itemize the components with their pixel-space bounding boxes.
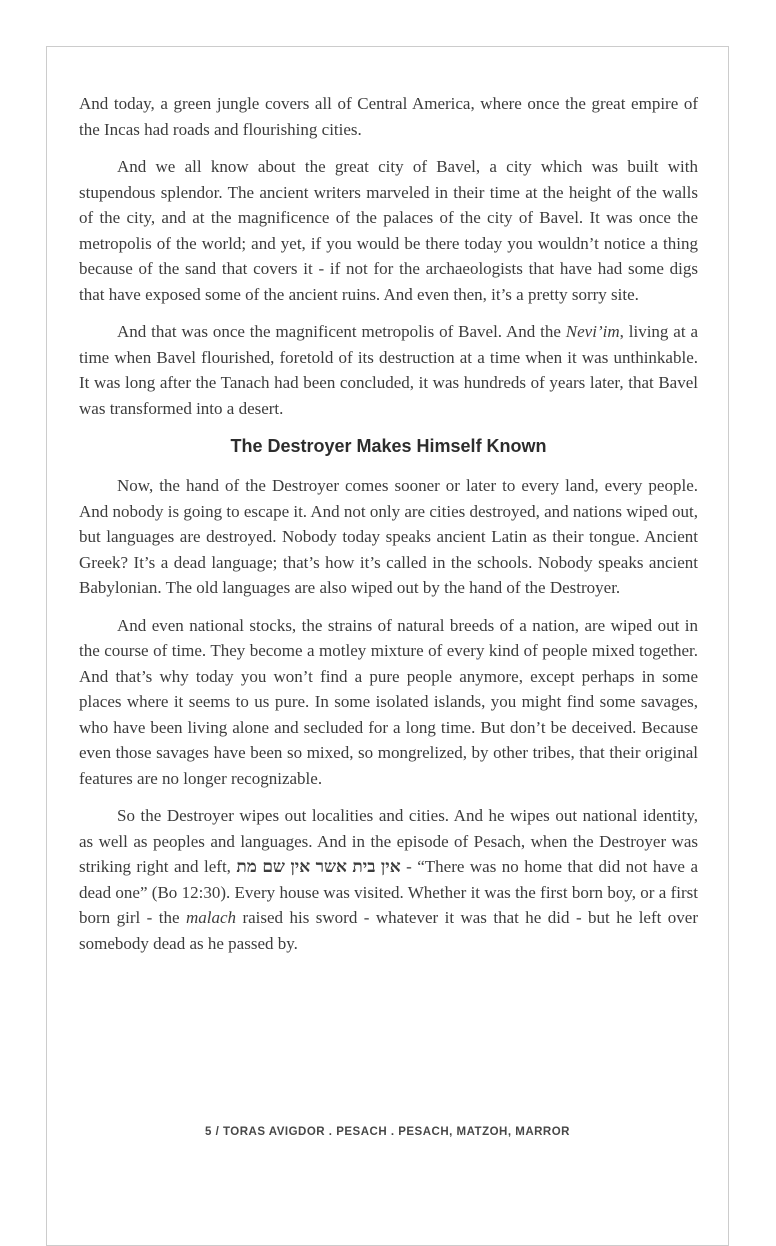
document-page — [46, 46, 729, 1246]
text-segment: , living at a time when Bavel flourished, foretold of its destruction at a time when it was unthinkable. It was long after the Tanach had been concluded, it was hundreds of years later, that Bavel was transformed into a desert. — [79, 322, 698, 418]
page-footer: 5 / TORAS AVIGDOR . PESACH . PESACH, MATZOH, MARROR — [205, 1126, 570, 1138]
text-segment: Now, the hand of the Destroyer comes sooner or later to every land, every people. And nobody is going to escape it. And not only are cities destroyed, and nations wiped out, but languages are destroyed. Nobody today speaks ancient Latin as their tongue. Ancient Greek? It’s a dead language; that’s how it’s called in the schools. Nobody speaks ancient Babylonian. The old languages are also wiped out by the hand of the Destroyer. — [79, 476, 698, 597]
text-segment: And that was once the magnificent metropolis of Bavel. And the — [117, 322, 566, 341]
text-segment: raised his sword - whatever it was that he did - but he left over somebody dead as he passed by. — [79, 908, 698, 953]
text-segment: - “There was no home that did not have a dead one” (Bo 12:30). Every house was visited. Whether it was the first born boy, or a first born girl - the — [79, 857, 698, 927]
paragraph — [79, 613, 698, 792]
paragraph — [79, 91, 698, 142]
hebrew-segment: אין בית אשר אין שם מת — [236, 857, 401, 876]
text-segment: And we all know about the great city of Bavel, a city which was built with stupendous splendor. The ancient writers marveled in their time at the height of the walls of the city, and at the magnificence of the palaces of the city of Bavel. It was once the metropolis of the world; and yet, if you would be there today you wouldn’t notice a thing because of the sand that covers it - if not for the archaeologists that have had some digs that have exposed some of the ancient ruins. And even then, it’s a pretty sorry site. — [79, 157, 698, 304]
italic-segment: Nevi’im — [565, 322, 620, 341]
paragraph — [79, 154, 698, 307]
paragraph — [79, 319, 698, 421]
text-segment: And even national stocks, the strains of natural breeds of a nation, are wiped out in the course of time. They become a motley mixture of every kind of people mixed together. And that’s why today you won’t find a pure people anymore, except perhaps in some places where it seems to us pure. In some isolated islands, you might find some savages, who have been living alone and secluded for a long time. But don’t be deceived. Because even those savages have been so mixed, so mongrelized, by other tribes, that their original features are no longer recognizable. — [79, 615, 698, 788]
text-segment: So the Destroyer wipes out localities and cities. And he wipes out national identity, as well as peoples and languages. And in the episode of Pesach, when the Destroyer was striking right and left, — [79, 806, 698, 876]
paragraph — [79, 473, 698, 601]
paragraph — [79, 803, 698, 956]
italic-segment: malach — [185, 908, 237, 927]
section-heading: The Destroyer Makes Himself Known — [230, 436, 547, 456]
article — [79, 91, 698, 956]
text-segment: And today, a green jungle covers all of Central America, where once the great empire of the Incas had roads and flourishing cities. — [79, 94, 698, 139]
